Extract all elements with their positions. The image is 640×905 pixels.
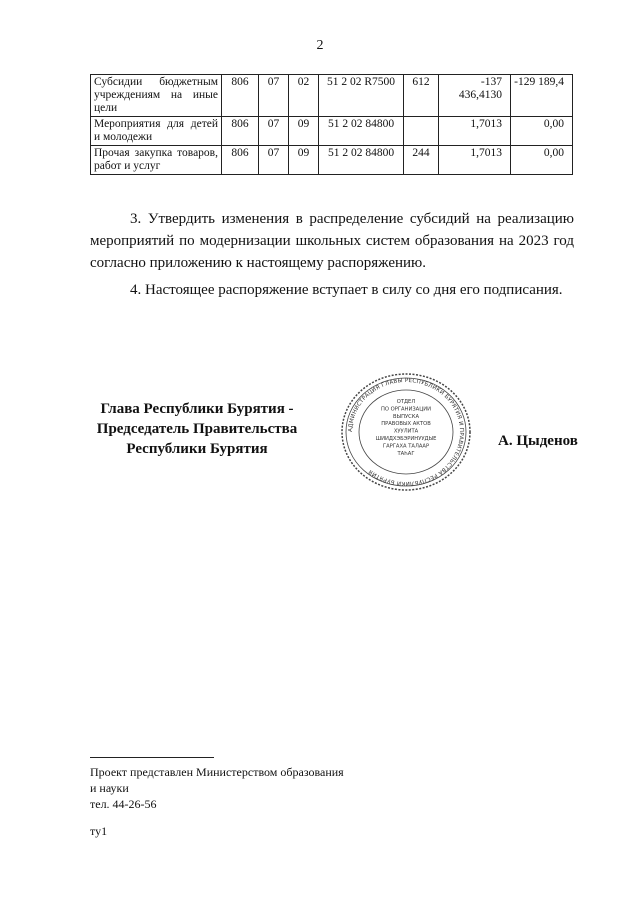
cell-name: Мероприятия для детей и молодежи xyxy=(91,117,222,146)
cell-grbs: 806 xyxy=(222,117,259,146)
footnote xyxy=(90,764,344,812)
signer-position-line: Республики Бурятия xyxy=(126,441,268,457)
seal-inner-line: ГАРГАХА ТАЛААР xyxy=(382,443,430,450)
seal-inner-line: ПО ОРГАНИЗАЦИИ xyxy=(380,406,432,413)
paragraph-3: 3. Утвердить изменения в распределение субсидий на реализацию мероприятий по модернизации школьных систем образования на 2023 год согласно приложению к настоящему распоряжению. xyxy=(90,211,574,271)
seal-inner-line: ПРАВОВЫХ АКТОВ xyxy=(381,421,431,428)
footnote-line: Проект представлен Министерством образования xyxy=(90,765,344,779)
footnote-divider xyxy=(90,757,214,758)
cell-target-article: 51 2 02 84800 xyxy=(319,146,404,175)
cell-section: 07 xyxy=(259,75,289,117)
table-row xyxy=(91,75,573,117)
signer-position-line: Председатель Правительства xyxy=(96,421,298,437)
cell-section: 07 xyxy=(259,117,289,146)
cell-section: 07 xyxy=(259,146,289,175)
footnote-line: тел. 44-26-56 xyxy=(90,797,157,811)
cell-amount-2: -129 189,4 xyxy=(511,75,573,117)
seal-inner-line: ХУУЛИТА xyxy=(393,428,419,435)
seal-inner-line: ВЫПУСКА xyxy=(392,413,420,420)
cell-target-article: 51 2 02 R7500 xyxy=(319,75,404,117)
budget-table xyxy=(90,74,573,175)
page-number: 2 xyxy=(316,38,324,53)
document-code: ту1 xyxy=(90,824,108,838)
cell-amount-2: 0,00 xyxy=(511,146,573,175)
cell-subsection: 09 xyxy=(289,117,319,146)
cell-name: Прочая закупка товаров, работ и услуг xyxy=(91,146,222,175)
cell-amount-1: -137 436,4130 xyxy=(439,75,511,117)
cell-expense-type: 244 xyxy=(404,146,439,175)
table-body xyxy=(91,75,573,175)
signer-position-line: Глава Республики Бурятия - xyxy=(100,401,294,417)
signer-name: А. Цыденов xyxy=(498,433,578,449)
cell-target-article: 51 2 02 84800 xyxy=(319,117,404,146)
cell-expense-type: 612 xyxy=(404,75,439,117)
seal-inner-line: ШИИДХЭБЭРИНУУДЫЕ xyxy=(375,436,437,442)
cell-name: Субсидии бюджетным учреждениям на иные цели xyxy=(91,75,222,117)
cell-amount-2: 0,00 xyxy=(511,117,573,146)
official-seal xyxy=(338,372,474,492)
table-row xyxy=(91,146,573,175)
cell-grbs: 806 xyxy=(222,75,259,117)
table-row xyxy=(91,117,573,146)
signer-position xyxy=(90,399,304,459)
seal-inner-line: ОТДЕЛ xyxy=(396,399,416,405)
seal-inner-line: ТАҺАГ xyxy=(397,450,415,457)
cell-expense-type xyxy=(404,117,439,146)
cell-subsection: 09 xyxy=(289,146,319,175)
cell-amount-1: 1,7013 xyxy=(439,146,511,175)
seal-ring-text: АДМИНИСТРАЦИЯ ГЛАВЫ РЕСПУБЛИКИ БУРЯТИЯ И ПРАВИТЕЛЬСТВА РЕСПУБЛИКИ БУРЯТИЯ xyxy=(347,377,465,487)
cell-grbs: 806 xyxy=(222,146,259,175)
paragraph-4: 4. Настоящее распоряжение вступает в силу со дня его подписания. xyxy=(130,282,563,298)
cell-subsection: 02 xyxy=(289,75,319,117)
cell-amount-1: 1,7013 xyxy=(439,117,511,146)
footnote-line: и науки xyxy=(90,781,129,795)
